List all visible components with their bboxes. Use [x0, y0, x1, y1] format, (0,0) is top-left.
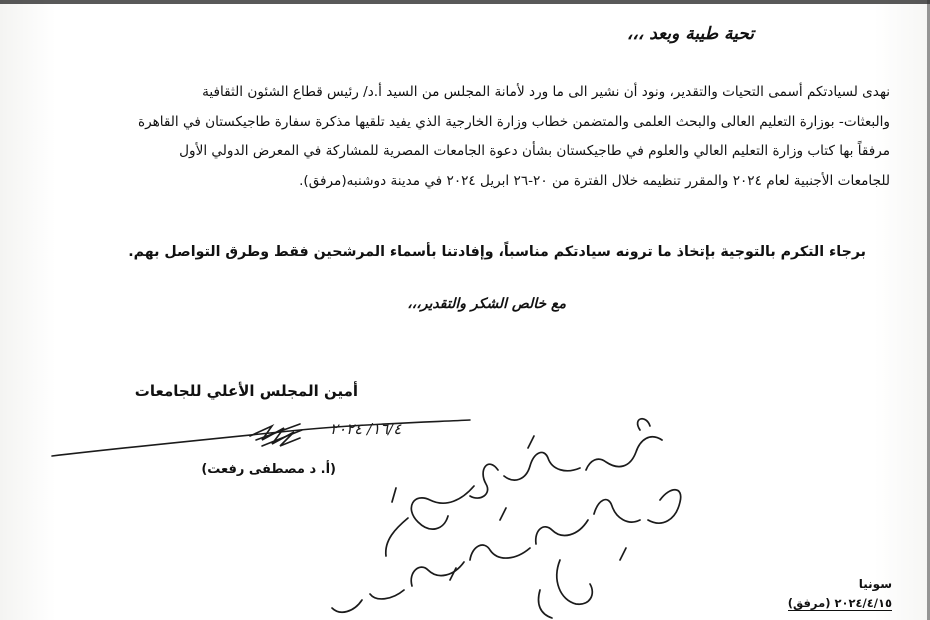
body-line-1: نهدى لسيادتكم أسمى التحيات والتقدير، ونود أن نشير الى ما ورد لأمانة المجلس من السيد أ.د/ رئيس قطاع الشئون الثقافية	[202, 84, 890, 100]
signature-mark	[52, 420, 470, 456]
body-line-4: للجامعات الأجنبية لعام ٢٠٢٤ والمقرر تنظيمه خلال الفترة من ٢٠-٢٦ ابريل ٢٠٢٤ في مدينة دوشنبه(مرفق).	[299, 172, 890, 189]
letter-body	[30, 78, 890, 196]
page-top-border	[0, 0, 930, 4]
letter-closing: مع خالص الشكر والتقدير،،،	[407, 296, 566, 312]
letter-request: برجاء التكرم بالتوجية بإتخاذ ما ترونه سيادتكم مناسباً، وإفادتنا بأسماء المرشحين فقط وطرق التواصل بهم.	[128, 244, 866, 260]
reference-name: سونيا	[858, 577, 892, 591]
body-line-3: مرفقاً بها كتاب وزارة التعليم العالي والعلوم في طاجيكستان بشأن دعوة الجامعات المصرية للمشاركة في المعرض الدولي الأول	[179, 143, 890, 159]
letter-greeting: تحية طيبة وبعد ،،،	[626, 24, 754, 44]
signature-date: ١٦/٤/ ٢٠٢٤	[330, 420, 402, 438]
reference-date: ٢٠٢٤/٤/١٥ (مرفق)	[787, 596, 892, 610]
handwritten-annotation	[332, 419, 681, 618]
signer-name: (أ. د مصطفى رفعت)	[201, 462, 336, 477]
signer-title: أمين المجلس الأعلي للجامعات	[134, 382, 358, 400]
body-line-2: والبعثات- بوزارة التعليم العالى والبحث العلمى والمتضمن خطاب وزارة الخارجية الذي يفيد تلقيها مذكرة سفارة طاجيكستان في القاهرة	[137, 113, 890, 130]
